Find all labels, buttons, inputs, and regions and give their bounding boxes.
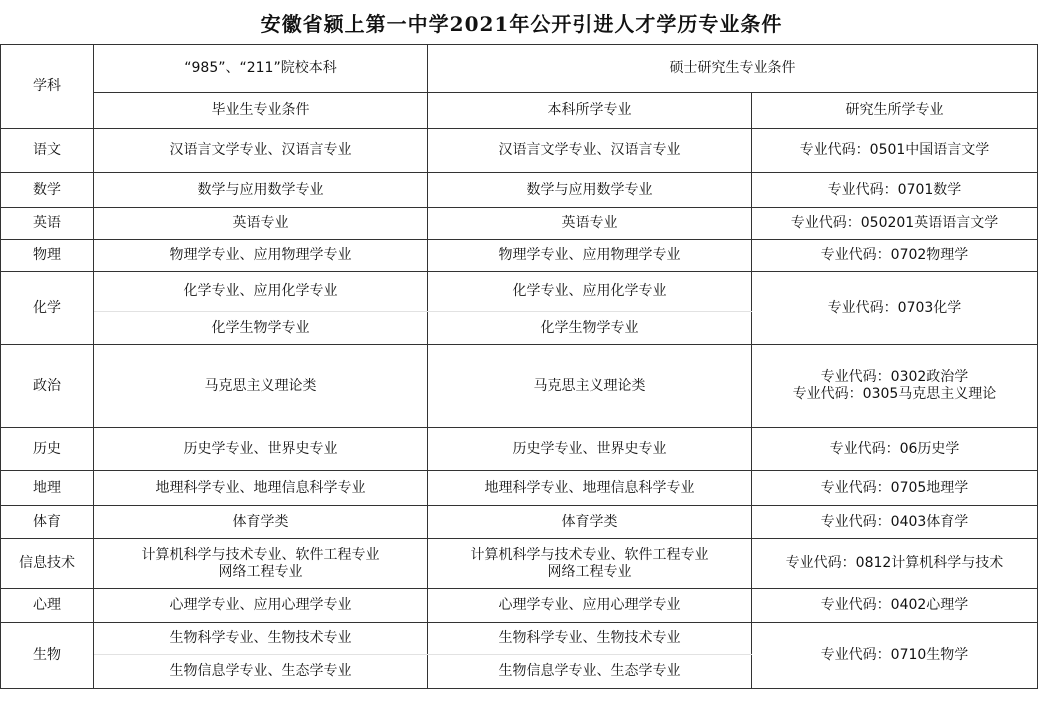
header-graduate-col: 研究生所学专业 bbox=[752, 93, 1038, 129]
table-row bbox=[1, 471, 1038, 506]
graduate-cell: 专业代码：0403体育学 bbox=[752, 506, 1038, 539]
graduate-cell: 专业代码：0710生物学 bbox=[752, 623, 1038, 689]
graduate-cell: 专业代码：0501中国语言文学 bbox=[752, 129, 1038, 173]
table-row bbox=[1, 208, 1038, 240]
table-row bbox=[1, 539, 1038, 589]
graduate-cell: 专业代码：0701数学 bbox=[752, 173, 1038, 208]
undergrad-cell: 化学生物学专业 bbox=[428, 312, 752, 345]
page-title: 安徽省颍上第一中学2021年公开引进人才学历专业条件 bbox=[260, 11, 783, 36]
undergrad-cell: 体育学类 bbox=[428, 506, 752, 539]
header-row-sub bbox=[1, 93, 1038, 129]
subject-cell: 政治 bbox=[1, 345, 94, 428]
header-master-group: 硕士研究生专业条件 bbox=[428, 45, 1038, 93]
subject-cell: 生物 bbox=[1, 623, 94, 689]
bachelor-cell: 化学生物学专业 bbox=[94, 312, 428, 345]
bachelor-cell: 生物科学专业、生物技术专业 bbox=[94, 623, 428, 655]
undergrad-cell: 生物科学专业、生物技术专业 bbox=[428, 623, 752, 655]
undergrad-line: 计算机科学与技术专业、软件工程专业 bbox=[470, 546, 709, 563]
subject-cell: 化学 bbox=[1, 272, 94, 345]
undergrad-cell: 地理科学专业、地理信息科学专业 bbox=[428, 471, 752, 506]
table-row bbox=[1, 129, 1038, 173]
subject-cell: 数学 bbox=[1, 173, 94, 208]
subject-cell: 物理 bbox=[1, 240, 94, 272]
undergrad-cell: 马克思主义理论类 bbox=[428, 345, 752, 428]
undergrad-cell: 英语专业 bbox=[428, 208, 752, 240]
subject-cell: 历史 bbox=[1, 428, 94, 471]
header-row-top bbox=[1, 45, 1038, 93]
bachelor-cell: 心理学专业、应用心理学专业 bbox=[94, 589, 428, 623]
table-row bbox=[1, 240, 1038, 272]
subject-cell: 英语 bbox=[1, 208, 94, 240]
subject-cell: 地理 bbox=[1, 471, 94, 506]
bachelor-cell: 地理科学专业、地理信息科学专业 bbox=[94, 471, 428, 506]
table-row bbox=[1, 272, 1038, 312]
undergrad-cell: 化学专业、应用化学专业 bbox=[428, 272, 752, 312]
graduate-cell: 专业代码：050201英语语言文学 bbox=[752, 208, 1038, 240]
undergrad-cell: 心理学专业、应用心理学专业 bbox=[428, 589, 752, 623]
undergrad-line: 网络工程专业 bbox=[547, 563, 632, 580]
bachelor-cell: 生物信息学专业、生态学专业 bbox=[94, 655, 428, 689]
graduate-line: 专业代码：0305马克思主义理论 bbox=[792, 386, 997, 402]
bachelor-cell: 汉语言文学专业、汉语言专业 bbox=[94, 129, 428, 173]
header-subject: 学科 bbox=[1, 45, 94, 129]
table-row bbox=[1, 623, 1038, 655]
graduate-cell bbox=[752, 345, 1038, 428]
bachelor-cell: 数学与应用数学专业 bbox=[94, 173, 428, 208]
header-bachelor-group: “985”、“211”院校本科 bbox=[94, 45, 428, 93]
subject-cell: 心理 bbox=[1, 589, 94, 623]
bachelor-cell: 化学专业、应用化学专业 bbox=[94, 272, 428, 312]
requirements-table bbox=[0, 44, 1038, 689]
bachelor-cell: 马克思主义理论类 bbox=[94, 345, 428, 428]
bachelor-line: 网络工程专业 bbox=[218, 563, 303, 580]
undergrad-cell: 物理学专业、应用物理学专业 bbox=[428, 240, 752, 272]
graduate-cell: 专业代码：0402心理学 bbox=[752, 589, 1038, 623]
table-row bbox=[1, 428, 1038, 471]
table-row bbox=[1, 589, 1038, 623]
bachelor-line: 计算机科学与技术专业、软件工程专业 bbox=[141, 546, 380, 563]
subject-cell: 语文 bbox=[1, 129, 94, 173]
undergrad-cell: 汉语言文学专业、汉语言专业 bbox=[428, 129, 752, 173]
bachelor-cell: 历史学专业、世界史专业 bbox=[94, 428, 428, 471]
graduate-cell: 专业代码：06历史学 bbox=[752, 428, 1038, 471]
graduate-cell: 专业代码：0705地理学 bbox=[752, 471, 1038, 506]
header-bachelor-col: 毕业生专业条件 bbox=[94, 93, 428, 129]
graduate-cell: 专业代码：0702物理学 bbox=[752, 240, 1038, 272]
undergrad-cell: 生物信息学专业、生态学专业 bbox=[428, 655, 752, 689]
undergrad-cell bbox=[428, 539, 752, 589]
bachelor-cell: 英语专业 bbox=[94, 208, 428, 240]
undergrad-cell: 数学与应用数学专业 bbox=[428, 173, 752, 208]
graduate-cell: 专业代码：0812计算机科学与技术 bbox=[752, 539, 1038, 589]
header-undergrad-col: 本科所学专业 bbox=[428, 93, 752, 129]
bachelor-cell: 体育学类 bbox=[94, 506, 428, 539]
table-row bbox=[1, 173, 1038, 208]
bachelor-cell bbox=[94, 539, 428, 589]
subject-cell: 信息技术 bbox=[1, 539, 94, 589]
undergrad-cell: 历史学专业、世界史专业 bbox=[428, 428, 752, 471]
table-row bbox=[1, 345, 1038, 428]
subject-cell: 体育 bbox=[1, 506, 94, 539]
graduate-cell: 专业代码：0703化学 bbox=[752, 272, 1038, 345]
bachelor-cell: 物理学专业、应用物理学专业 bbox=[94, 240, 428, 272]
graduate-line: 专业代码：0302政治学 bbox=[820, 369, 969, 385]
table-row bbox=[1, 506, 1038, 539]
